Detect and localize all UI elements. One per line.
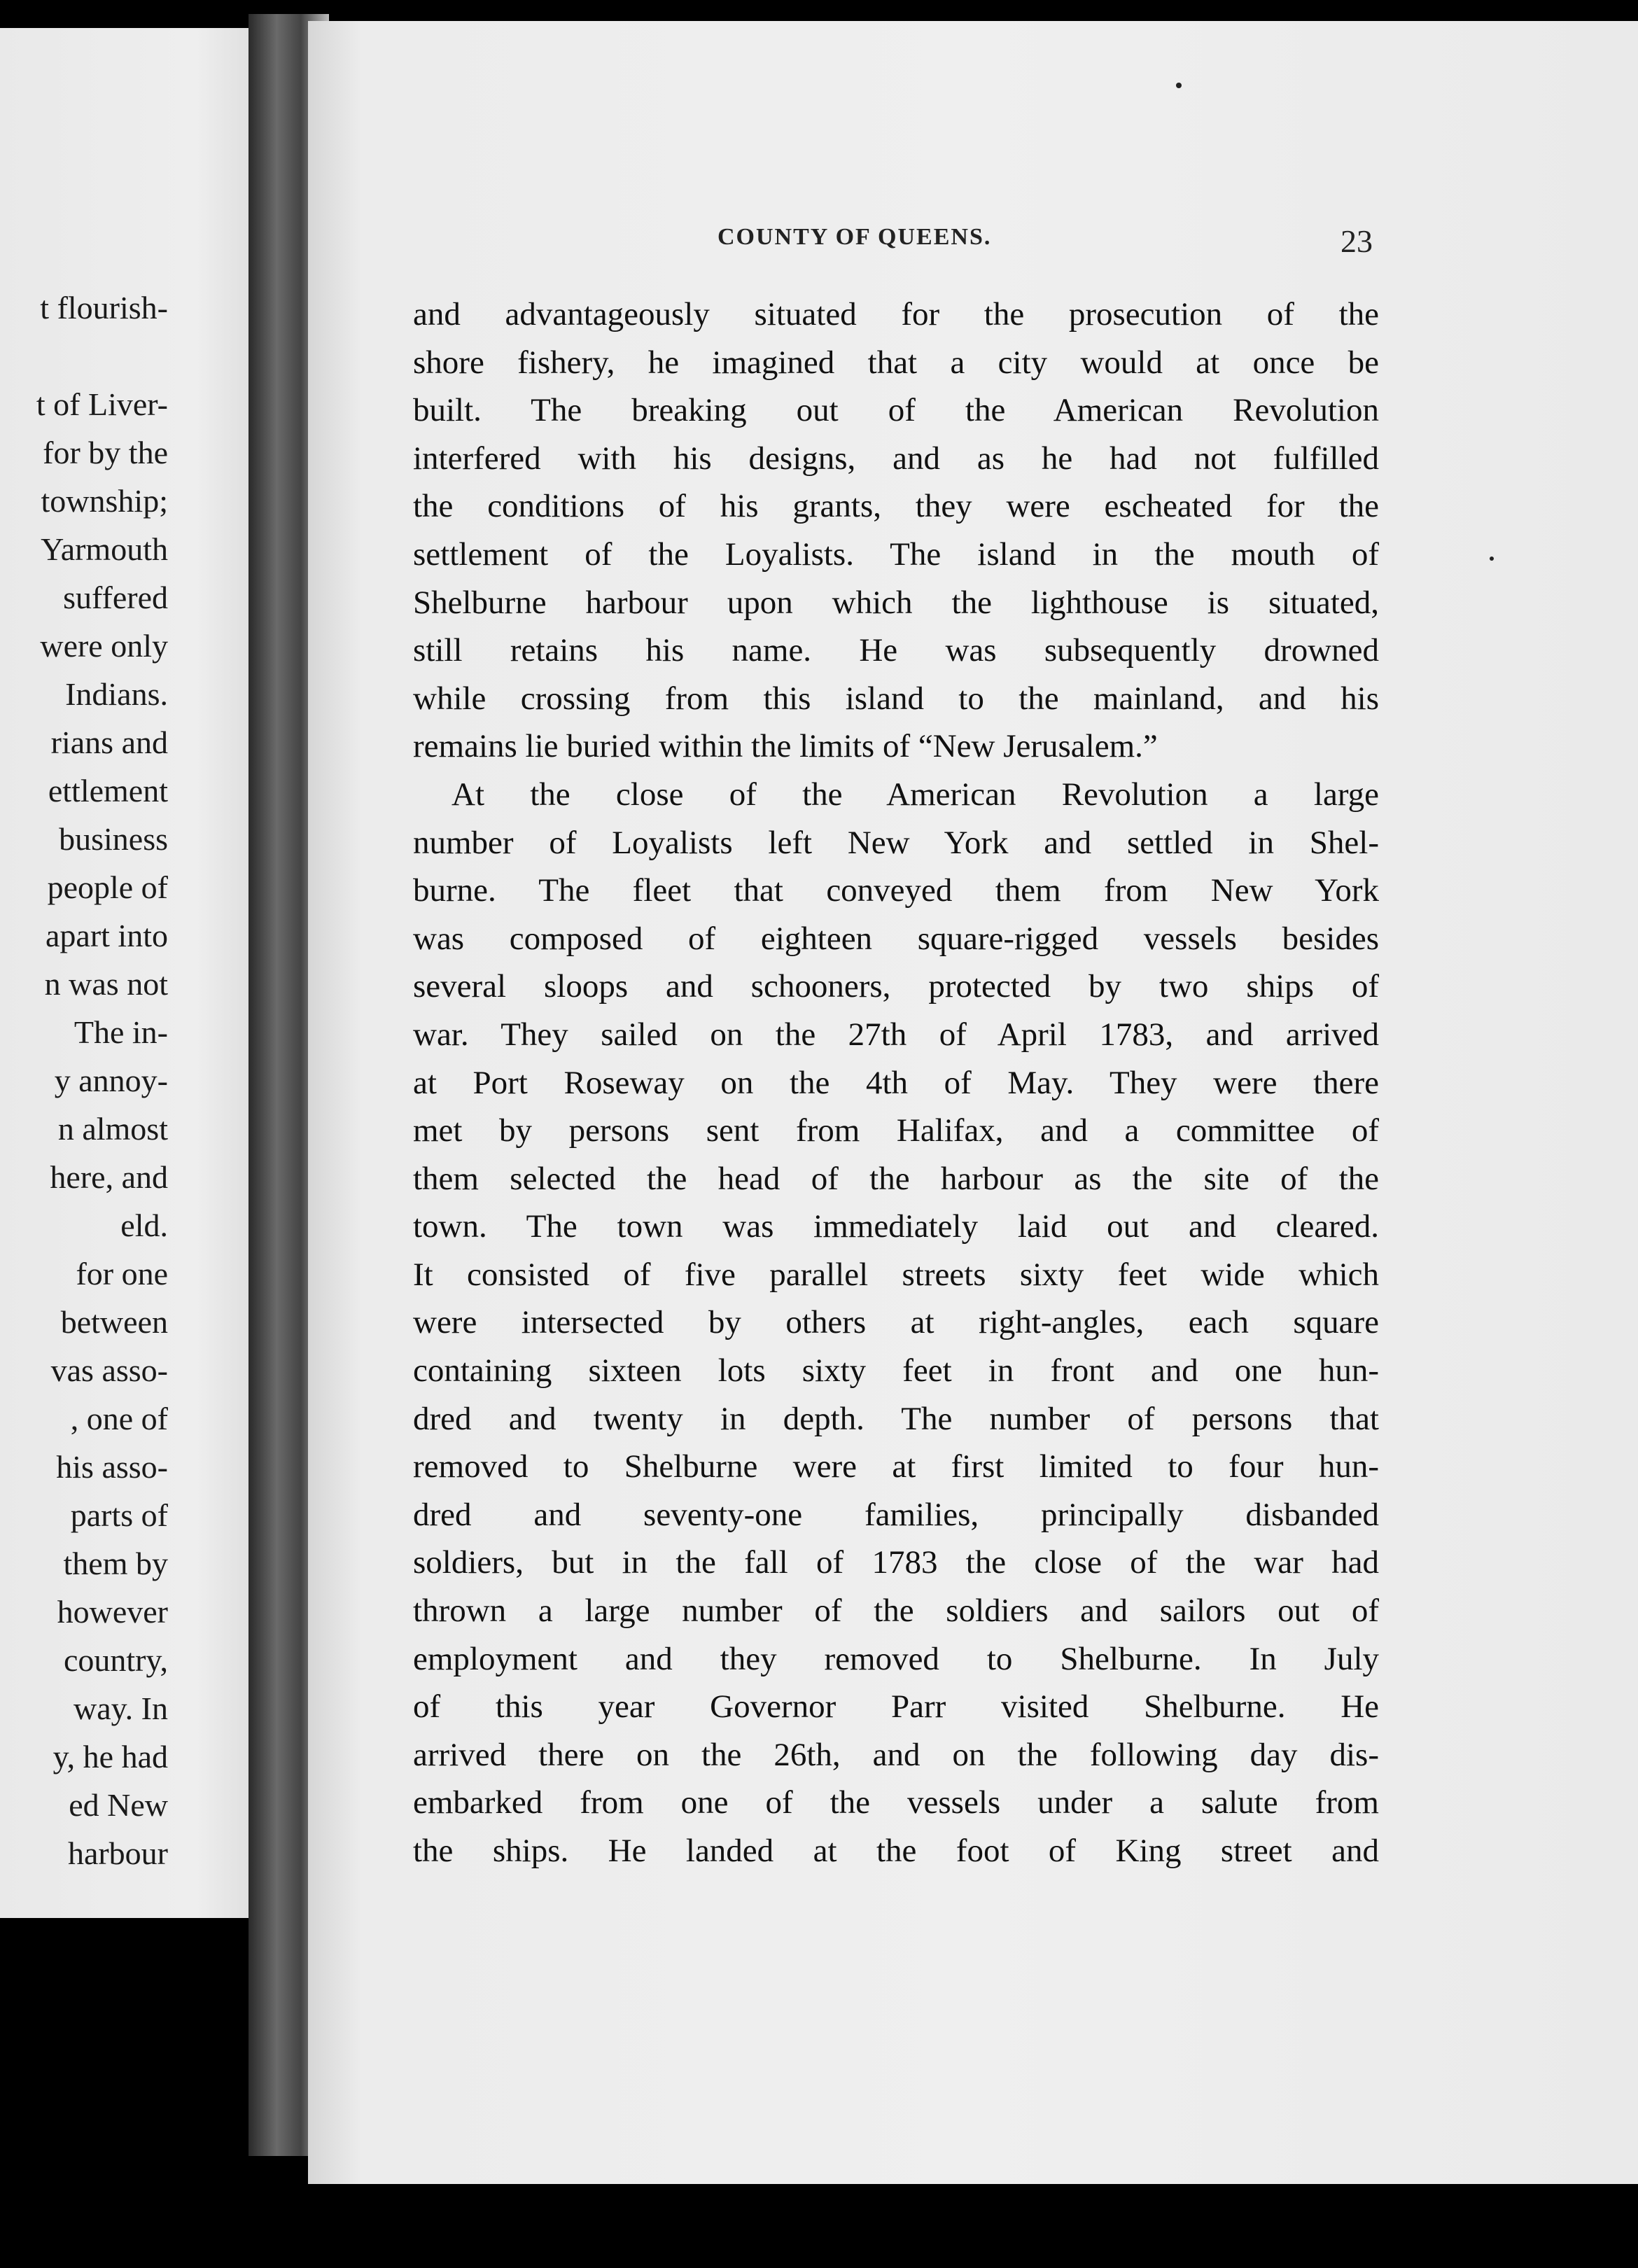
text-line: while crossing from this island to the mainland, and his xyxy=(413,680,1379,717)
text-line: met by persons sent from Halifax, and a committee of xyxy=(413,1112,1379,1149)
text-line: settlement of the Loyalists. The island in the mouth of xyxy=(413,536,1379,573)
facing-line: business xyxy=(59,821,168,857)
text-line: embarked from one of the vessels under a salute from xyxy=(413,1784,1379,1821)
facing-line: for by the xyxy=(43,435,168,470)
text-line: them selected the head of the harbour as the site of the xyxy=(413,1160,1379,1197)
text-line: number of Loyalists left New York and settled in Shel- xyxy=(413,824,1379,861)
facing-line: , one of xyxy=(70,1401,168,1436)
text-line: at Port Roseway on the 4th of May. They were there xyxy=(413,1064,1379,1101)
text-line: removed to Shelburne were at first limited to four hun- xyxy=(413,1448,1379,1485)
facing-line: t flourish- xyxy=(40,290,168,326)
facing-line: them by xyxy=(63,1546,168,1581)
facing-line: for one xyxy=(76,1256,168,1292)
facing-line: rians and xyxy=(50,724,168,760)
ink-speck xyxy=(1490,556,1494,561)
facing-line: eld. xyxy=(120,1208,168,1243)
text-line: remains lie buried within the limits of “New Jerusalem.” xyxy=(413,728,1158,765)
facing-line: n was not xyxy=(44,966,168,1002)
text-line: built. The breaking out of the American Revolution xyxy=(413,392,1379,429)
text-line: the ships. He landed at the foot of King street and xyxy=(413,1833,1379,1869)
page-number: 23 xyxy=(1340,223,1373,259)
facing-page xyxy=(0,28,280,1918)
facing-line: Indians. xyxy=(65,676,168,712)
body-text xyxy=(413,290,1379,1875)
text-line: At the close of the American Revolution a large xyxy=(451,776,1379,813)
running-head: COUNTY OF QUEENS. xyxy=(718,224,992,250)
facing-line: country, xyxy=(63,1642,168,1678)
text-line: of this year Governor Parr visited Shelburne. He xyxy=(413,1688,1379,1726)
text-line: soldiers, but in the fall of 1783 the close of the war had xyxy=(413,1544,1379,1581)
facing-line: suffered xyxy=(63,580,168,615)
text-line: shore fishery, he imagined that a city would at once be xyxy=(413,344,1379,381)
facing-line: vas asso- xyxy=(50,1352,168,1388)
facing-line: parts of xyxy=(70,1497,168,1533)
facing-line: between xyxy=(60,1304,168,1340)
facing-line: however xyxy=(57,1594,168,1630)
facing-line: way. In xyxy=(74,1690,168,1726)
text-line: employment and they removed to Shelburne. In July xyxy=(413,1640,1379,1677)
text-line: burne. The fleet that conveyed them from New York xyxy=(413,872,1379,909)
facing-line: n almost xyxy=(57,1111,168,1147)
text-line: the conditions of his grants, they were escheated for the xyxy=(413,488,1379,525)
facing-line: ed New xyxy=(69,1787,168,1823)
facing-line: apart into xyxy=(46,918,168,953)
text-line: were intersected by others at right-angles, each square xyxy=(413,1304,1379,1341)
facing-line: township; xyxy=(41,483,168,519)
facing-line: ettlement xyxy=(48,773,168,808)
facing-line: his asso- xyxy=(56,1449,168,1485)
facing-line: The in- xyxy=(74,1014,168,1050)
facing-line: people of xyxy=(47,869,168,905)
text-line: dred and seventy-one families, principally disbanded xyxy=(413,1496,1379,1533)
text-line: Shelburne harbour upon which the lighthouse is situated, xyxy=(413,584,1379,621)
text-line: war. They sailed on the 27th of April 1783, and arrived xyxy=(413,1016,1379,1053)
facing-line: were only xyxy=(40,628,168,664)
facing-line: y, he had xyxy=(52,1739,168,1774)
text-line: dred and twenty in depth. The number of persons that xyxy=(413,1400,1379,1437)
facing-line xyxy=(0,332,168,380)
facing-page-text xyxy=(0,284,168,1877)
text-line: arrived there on the 26th, and on the following day dis- xyxy=(413,1736,1379,1773)
ink-speck xyxy=(1176,83,1182,88)
text-line: interfered with his designs, and as he had not fulfilled xyxy=(413,440,1379,477)
facing-line: y annoy- xyxy=(54,1063,168,1098)
text-line: thrown a large number of the soldiers and sailors out of xyxy=(413,1592,1379,1630)
text-line: and advantageously situated for the prosecution of the xyxy=(413,296,1379,332)
text-line: It consisted of five parallel streets sixty feet wide which xyxy=(413,1256,1379,1293)
facing-line: t of Liver- xyxy=(36,386,168,422)
text-line: still retains his name. He was subsequently drowned xyxy=(413,632,1379,669)
text-line: town. The town was immediately laid out and cleared. xyxy=(413,1208,1379,1245)
text-line: was composed of eighteen square-rigged vessels besides xyxy=(413,920,1379,957)
text-line: containing sixteen lots sixty feet in front and one hun- xyxy=(413,1352,1379,1390)
facing-line: here, and xyxy=(50,1159,168,1195)
facing-line: harbour xyxy=(67,1835,168,1871)
facing-line: Yarmouth xyxy=(41,531,168,567)
text-line: several sloops and schooners, protected by two ships of xyxy=(413,968,1379,1005)
